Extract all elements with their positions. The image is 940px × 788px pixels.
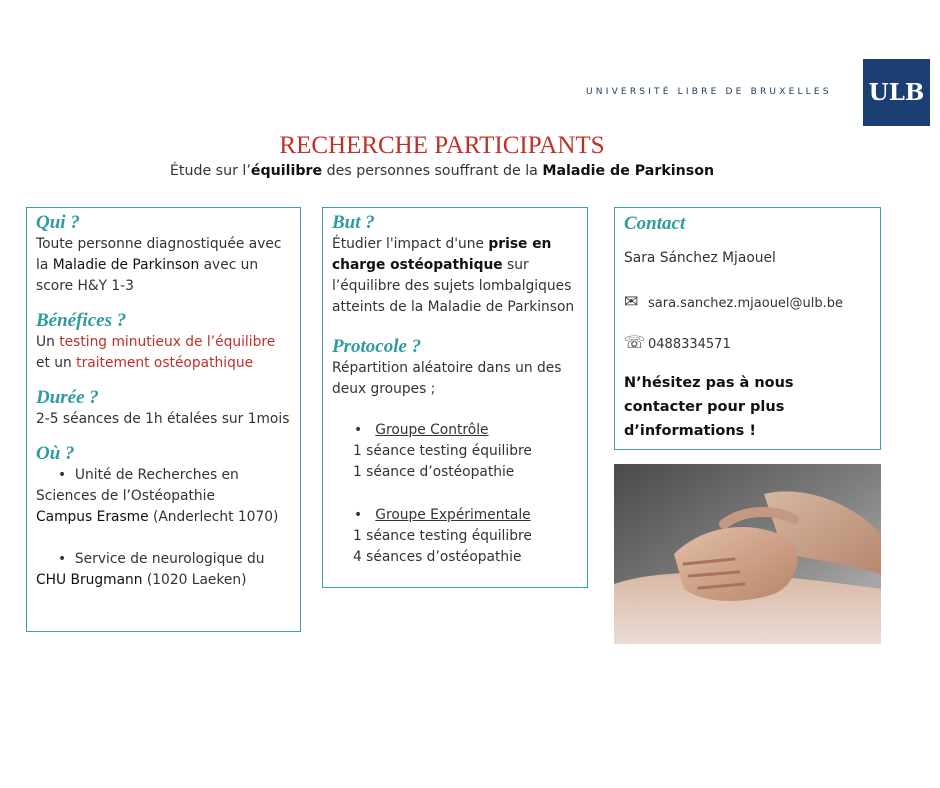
qui-t2: Maladie de Parkinson <box>52 257 200 273</box>
group-2 <box>332 505 579 526</box>
ou-place1-a: Unité de Recherches en Sciences de l’Ostéopathie <box>36 467 239 504</box>
ou-place2-c: (1020 Laeken) <box>142 572 247 588</box>
benefices-t4: traitement ostéopathique <box>76 355 254 371</box>
but-t2: prise en charge ostéopathique <box>332 236 552 273</box>
ou-place-1 <box>36 465 292 528</box>
contact-box <box>614 207 881 450</box>
benefices-t3: et un <box>36 355 77 371</box>
qui-t3: avec un score H&Y 1-3 <box>36 257 259 294</box>
info-box-left <box>26 207 301 632</box>
benefices-t2: testing minutieux de l’équilibre <box>59 334 276 350</box>
qui-t1: Toute personne diagnostiquée avec la <box>36 236 282 273</box>
group-2-title: Groupe Expérimentale <box>375 507 531 523</box>
ulb-logo: ULB <box>863 59 930 126</box>
telephone-icon: ☏ <box>624 333 646 353</box>
page-title: RECHERCHE PARTICIPANTS <box>279 132 605 159</box>
group-1 <box>332 420 579 441</box>
bullet-dot: • <box>354 507 376 523</box>
contact-email[interactable]: sara.sanchez.mjaouel@ulb.be <box>648 296 844 311</box>
qui-text <box>36 234 292 297</box>
contact-cta: N’hésitez pas à nous contacter pour plus d’informations ! <box>624 375 794 439</box>
osteopathy-photo <box>614 464 881 644</box>
ou-place1-c: (Anderlecht 1070) <box>148 509 279 525</box>
ou-place1-b: Campus Erasme <box>36 509 149 525</box>
page-subtitle <box>0 163 884 179</box>
contact-email-row <box>624 292 872 314</box>
but-t3: sur l’équilibre des sujets lombalgiques atteints de la Maladie de Parkinson <box>332 257 575 315</box>
group-2-line-1: 1 séance testing équilibre <box>353 528 532 544</box>
protocole-heading: Protocole ? <box>332 336 422 357</box>
subtitle-part: Étude sur l’ <box>169 163 251 179</box>
group-2-line-2: 4 séances d’ostéopathie <box>353 549 522 565</box>
ou-place2-b: CHU Brugmann <box>36 572 143 588</box>
qui-heading: Qui ? <box>36 212 80 233</box>
contact-heading: Contact <box>624 213 686 234</box>
protocole-intro: Répartition aléatoire dans un des deux groupes ; <box>332 360 562 397</box>
ou-place-2 <box>36 549 292 591</box>
ou-heading: Où ? <box>36 443 75 464</box>
ou-place2-a: Service de neurologique du <box>74 551 265 567</box>
subtitle-bold: équilibre <box>250 163 323 179</box>
envelope-icon: ✉ <box>624 292 639 312</box>
but-t1: Étudier l'impact d'une <box>332 236 489 252</box>
contact-phone[interactable]: 0488334571 <box>648 337 731 352</box>
bullet-dot: • <box>58 467 75 483</box>
group-1-title: Groupe Contrôle <box>375 422 489 438</box>
contact-phone-row <box>624 333 872 355</box>
subtitle-bold: Maladie de Parkinson <box>542 163 715 179</box>
bullet-dot: • <box>354 422 376 438</box>
duree-text: 2-5 séances de 1h étalées sur 1mois <box>36 411 290 427</box>
osteopathy-photo-illustration <box>614 464 881 644</box>
benefices-text <box>36 332 292 374</box>
benefices-heading: Bénéfices ? <box>36 310 127 331</box>
subtitle-part: des personnes souffrant de la <box>322 163 543 179</box>
bullet-dot: • <box>58 551 75 567</box>
but-text <box>332 234 579 318</box>
info-box-middle <box>322 207 588 588</box>
duree-heading: Durée ? <box>36 387 99 408</box>
but-heading: But ? <box>332 212 375 233</box>
group-1-line-1: 1 séance testing équilibre <box>353 443 532 459</box>
university-name: UNIVERSITÉ LIBRE DE BRUXELLES <box>586 87 832 97</box>
contact-name: Sara Sánchez Mjaouel <box>624 250 776 266</box>
group-1-line-2: 1 séance d’ostéopathie <box>353 464 515 480</box>
benefices-t1: Un <box>36 334 60 350</box>
